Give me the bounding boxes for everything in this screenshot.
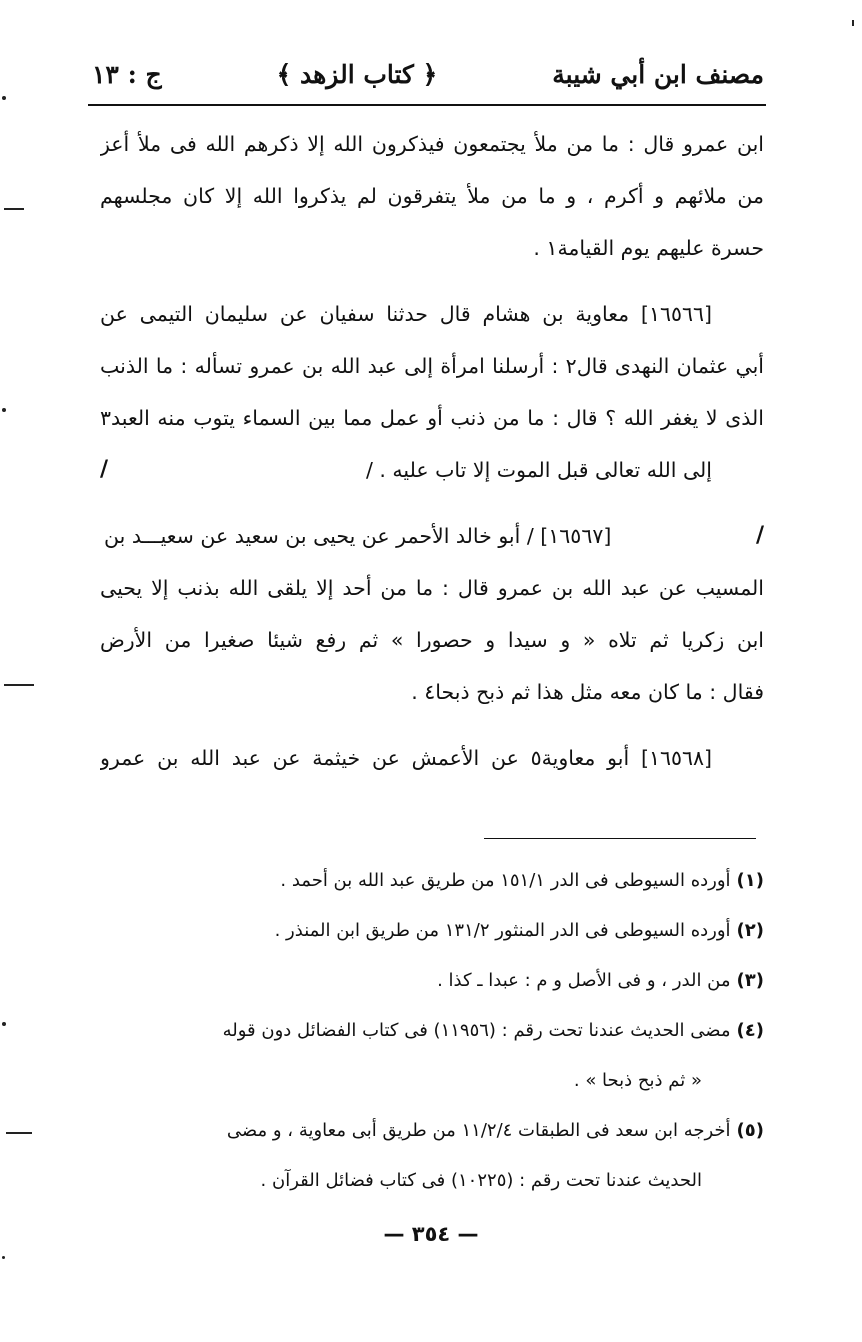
header-rule (88, 104, 766, 106)
footnote (106, 906, 764, 956)
footnote-text: الحديث عندنا تحت رقم : (١٠٢٢٥) فى كتاب فضائل القرآن . (260, 1170, 702, 1191)
scan-mark (2, 1022, 6, 1026)
hadith-16567-line: [١٦٥٦٧] / أبو خالد الأحمر عن يحيى بن سعيد عن سعيـــد بن (104, 524, 612, 548)
footnote-separator (484, 838, 756, 839)
text-line: ابن زكريا ثم تلاه « و سيدا و حصورا » ثم رفع شيئا صغيرا من الأرض (100, 628, 764, 652)
text-line: المسيب عن عبد الله بن عمرو قال : ما من أحد إلا يلقى الله بذنب إلا يحيى (100, 576, 764, 600)
footnote (106, 1106, 764, 1156)
page-header (92, 52, 764, 96)
footnote-number: (٥) (736, 1120, 764, 1141)
scan-mark (4, 208, 24, 210)
volume-number: ج : ١٣ (92, 59, 162, 89)
margin-slash: / (100, 457, 109, 482)
footnote-text: « ثم ذبح ذبحا » . (573, 1070, 702, 1091)
text-line: الذى لا يغفر الله ؟ قال : ما من ذنب أو عمل مما بين السماء يتوب منه العبد٣ (100, 406, 764, 430)
book-title: مصنف ابن أبي شيبة (552, 59, 764, 89)
scan-mark (2, 96, 6, 100)
text-line-with-margin (100, 510, 764, 562)
footnote-text: من الدر ، و فى الأصل و م : عبدا ـ كذا . (437, 970, 731, 991)
footnote-text: أخرجه ابن سعد فى الطبقات ١١/٢/٤ من طريق أبى معاوية ، و مضى (226, 1120, 731, 1141)
footnote-number: (٢) (736, 920, 764, 941)
footnote-continuation (106, 1056, 764, 1106)
footnote-text: أورده السيوطى فى الدر ١٥١/١ من طريق عبد الله بن أحمد . (280, 870, 731, 891)
footnote (106, 856, 764, 906)
main-text (100, 118, 764, 784)
footnote-text: أورده السيوطى فى الدر المنثور ١٣١/٢ من طريق ابن المنذر . (274, 920, 731, 941)
footnote-continuation (106, 1156, 764, 1206)
margin-slash: / (755, 523, 764, 548)
footnotes (106, 856, 764, 1206)
scan-mark (6, 1132, 32, 1134)
hadith-16568-line: [١٦٥٦٨] أبو معاوية٥ عن الأعمش عن خيثمة عن عبد الله بن عمرو (100, 746, 713, 770)
footnote-text: مضى الحديث عندنا تحت رقم : (١١٩٥٦) فى كتاب الفضائل دون قوله (222, 1020, 731, 1041)
text-line-with-margin (100, 444, 764, 496)
scan-mark (2, 408, 6, 412)
hadith-16566-line: [١٦٥٦٦] معاوية بن هشام قال حدثنا سفيان عن سليمان التيمى عن (100, 302, 712, 326)
footnote-number: (١) (736, 870, 764, 891)
text-line: من ملائهم و أكرم ، و ما من ملأ يتفرقون لم يذكروا الله إلا كان مجلسهم (100, 184, 764, 208)
footnote (106, 1006, 764, 1056)
footnote (106, 956, 764, 1006)
text-line: فقال : ما كان معه مثل هذا ثم ذبح ذبحا٤ . (411, 680, 764, 704)
text-line: أبي عثمان النهدى قال٢ : أرسلنا امرأة إلى عبد الله بن عمرو تسأله : ما الذنب (100, 354, 764, 378)
page-number: — ٣٥٤ — (383, 1222, 479, 1246)
footnote-number: (٣) (736, 970, 764, 991)
text-line: حسرة عليهم يوم القيامة١ . (533, 236, 764, 260)
footnote-number: (٤) (736, 1020, 764, 1041)
text-line: إلى الله تعالى قبل الموت إلا تاب عليه . / (365, 458, 712, 482)
scan-mark (2, 1256, 5, 1259)
text-line: ابن عمرو قال : ما من ملأ يجتمعون فيذكرون الله إلا ذكرهم الله فى ملأ أعز (100, 132, 764, 156)
scan-mark (4, 684, 34, 686)
section-title: ﴿ كتاب الزهد ﴾ (276, 59, 438, 89)
scan-mark (852, 20, 854, 26)
